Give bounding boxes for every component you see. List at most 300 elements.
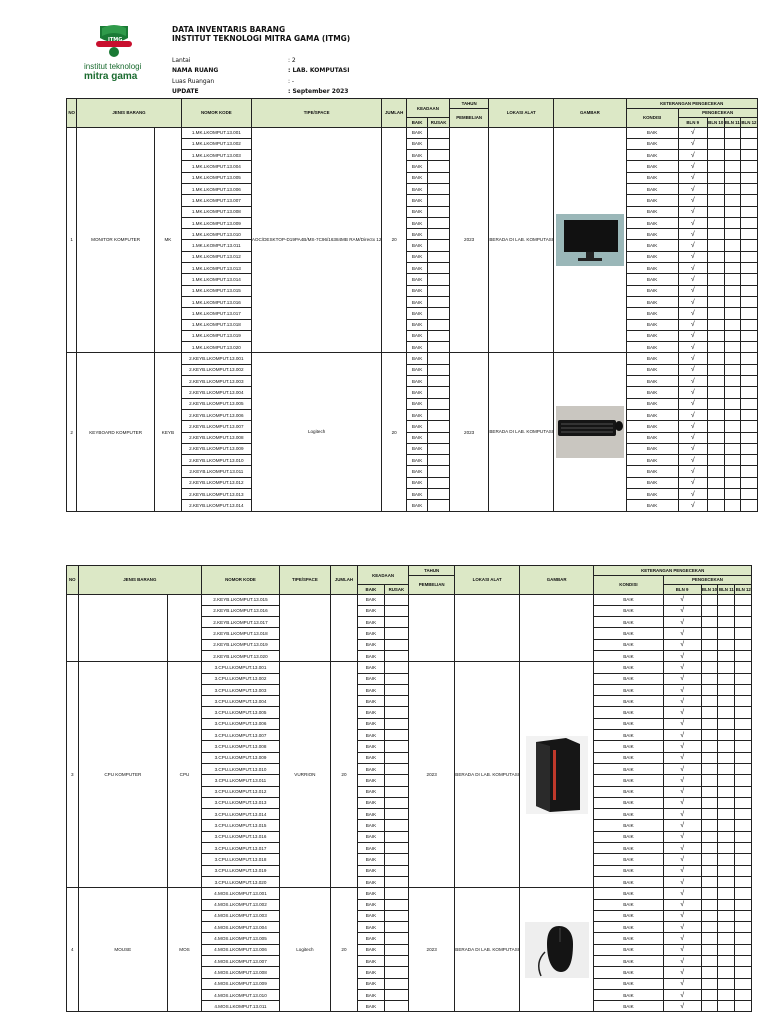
cell-kondisi: BAIK (626, 364, 678, 375)
cell-bln10 (707, 229, 724, 240)
cell-kode: 2.KEYB.LKOMPUT.13.004 (181, 387, 251, 398)
cell-bln12 (735, 922, 752, 933)
cell-baik: BAIK (406, 183, 427, 194)
cell-bln10 (701, 775, 718, 786)
cell-kondisi: BAIK (626, 432, 678, 443)
cell-bln10 (701, 831, 718, 842)
cell-bln11 (724, 183, 741, 194)
cell-kode: 1.MK.LKOMPUT.13.014 (181, 274, 251, 285)
check-mark: √ (663, 628, 701, 639)
cell-kondisi: BAIK (594, 741, 664, 752)
check-mark: √ (663, 707, 701, 718)
check-mark: √ (678, 432, 707, 443)
cell-jenis: CPU KOMPUTER (78, 662, 167, 888)
cell-gambar (554, 127, 627, 353)
cell-kondisi: BAIK (626, 376, 678, 387)
cell-bln10 (707, 342, 724, 353)
cell-baik: BAIK (406, 489, 427, 500)
check-mark: √ (663, 786, 701, 797)
cell-bln11 (724, 296, 741, 307)
cell-rusak (428, 443, 450, 454)
cell-kondisi: BAIK (626, 409, 678, 420)
table-row (67, 594, 768, 605)
cell-kode: 2.KEYB.LKOMPUT.13.017 (202, 617, 280, 628)
cell-kondisi: BAIK (594, 809, 664, 820)
logo-badge: ITMG (108, 37, 123, 43)
col-kondisi: KONDISI (626, 108, 678, 127)
check-mark: √ (678, 172, 707, 183)
check-mark: √ (663, 684, 701, 695)
cell-jumlah (330, 594, 357, 662)
cell-bln11 (718, 797, 735, 808)
cell-baik: BAIK (406, 161, 427, 172)
cell-rusak (384, 741, 408, 752)
check-mark: √ (678, 217, 707, 228)
cell-rusak (384, 684, 408, 695)
cell-bln10 (701, 639, 718, 650)
cell-baik: BAIK (358, 797, 385, 808)
cell-bln11 (718, 944, 735, 955)
cell-rusak (384, 628, 408, 639)
cell-rusak (428, 319, 450, 330)
cell-kode: 4.MOS.LKOMPUT.13.002 (202, 899, 280, 910)
check-mark: √ (678, 251, 707, 262)
cell-kondisi: BAIK (594, 605, 664, 616)
cell-bln12 (735, 910, 752, 921)
cell-bln12 (741, 183, 758, 194)
cell-baik: BAIK (358, 967, 385, 978)
cell-kondisi: BAIK (626, 285, 678, 296)
cell-bln11 (718, 673, 735, 684)
cell-rusak (428, 285, 450, 296)
cell-bln12 (735, 820, 752, 831)
cell-kondisi: BAIK (594, 617, 664, 628)
cell-rusak (428, 489, 450, 500)
cell-kondisi: BAIK (594, 944, 664, 955)
check-mark: √ (663, 775, 701, 786)
cell-bln11 (724, 342, 741, 353)
cell-tahun: 2023 (409, 662, 455, 888)
col-pengecekan: PENGECEKAN (678, 108, 757, 118)
cell-kondisi: BAIK (626, 455, 678, 466)
cell-bln12 (741, 285, 758, 296)
cell-kode: 2.KEYB.LKOMPUT.13.006 (181, 409, 251, 420)
col-rusak: RUSAK (428, 118, 450, 128)
cell-baik: BAIK (406, 229, 427, 240)
cell-kode: 3.CPU.LKOMPUT.13.006 (202, 718, 280, 729)
cell-bln12 (735, 854, 752, 865)
cell-kode: 2.KEYB.LKOMPUT.13.009 (181, 443, 251, 454)
cell-rusak (428, 342, 450, 353)
table-row (67, 127, 768, 138)
cell-bln10 (701, 888, 718, 899)
check-mark: √ (663, 876, 701, 887)
cell-rusak (428, 353, 450, 364)
cell-bln12 (741, 409, 758, 420)
cell-rusak (428, 240, 450, 251)
cell-rusak (428, 251, 450, 262)
check-mark: √ (678, 263, 707, 274)
cell-baik: BAIK (406, 342, 427, 353)
cell-bln10 (701, 786, 718, 797)
cell-kode: 4.MOS.LKOMPUT.13.001 (202, 888, 280, 899)
cell-rusak (428, 183, 450, 194)
cell-kode: 3.CPU.LKOMPUT.13.011 (202, 775, 280, 786)
col-jenis: JENIS BARANG (78, 566, 201, 595)
col-baik: BAIK (406, 118, 427, 128)
cell-bln11 (724, 319, 741, 330)
check-mark: √ (663, 899, 701, 910)
check-mark: √ (678, 308, 707, 319)
cell-kondisi: BAIK (594, 662, 664, 673)
cell-short: MOS (168, 888, 202, 1012)
cell-rusak (384, 854, 408, 865)
cell-bln10 (707, 489, 724, 500)
cell-tahun: 2023 (409, 888, 455, 1012)
cell-bln11 (724, 376, 741, 387)
cell-baik: BAIK (406, 138, 427, 149)
cell-bln11 (718, 752, 735, 763)
cell-bln10 (701, 684, 718, 695)
cell-bln12 (735, 628, 752, 639)
cell-bln11 (724, 409, 741, 420)
cell-bln11 (724, 387, 741, 398)
cell-bln11 (724, 274, 741, 285)
cell-baik: BAIK (358, 718, 385, 729)
cell-kondisi: BAIK (594, 639, 664, 650)
cell-kondisi: BAIK (626, 421, 678, 432)
cell-jenis: MOUSE (78, 888, 167, 1012)
page-header (0, 0, 768, 100)
cell-bln12 (741, 296, 758, 307)
cell-bln11 (724, 172, 741, 183)
cell-bln11 (724, 500, 741, 511)
cell-bln11 (724, 466, 741, 477)
cell-baik: BAIK (358, 809, 385, 820)
cell-bln12 (735, 978, 752, 989)
cell-baik: BAIK (406, 353, 427, 364)
cell-rusak (428, 466, 450, 477)
cell-rusak (384, 967, 408, 978)
cell-baik: BAIK (406, 240, 427, 251)
cell-kondisi: BAIK (594, 956, 664, 967)
cell-bln12 (741, 330, 758, 341)
cell-kode: 4.MOS.LKOMPUT.13.007 (202, 956, 280, 967)
cell-kondisi: BAIK (626, 195, 678, 206)
check-mark: √ (678, 455, 707, 466)
cell-baik: BAIK (406, 432, 427, 443)
cell-baik: BAIK (406, 274, 427, 285)
cell-kondisi: BAIK (594, 673, 664, 684)
col-tahun: TAHUN (409, 566, 455, 576)
cell-baik: BAIK (358, 899, 385, 910)
cell-rusak (428, 274, 450, 285)
cell-bln10 (707, 364, 724, 375)
cell-rusak (384, 594, 408, 605)
cell-bln12 (735, 831, 752, 842)
check-mark: √ (678, 376, 707, 387)
cell-bln10 (701, 978, 718, 989)
cell-kondisi: BAIK (626, 330, 678, 341)
cell-bln10 (701, 707, 718, 718)
cell-kode: 4.MOS.LKOMPUT.13.005 (202, 933, 280, 944)
cell-baik: BAIK (358, 673, 385, 684)
cell-bln11 (724, 161, 741, 172)
cell-baik: BAIK (358, 854, 385, 865)
cell-bln11 (718, 843, 735, 854)
check-mark: √ (678, 138, 707, 149)
cell-bln10 (701, 876, 718, 887)
cell-baik: BAIK (358, 865, 385, 876)
check-mark: √ (663, 594, 701, 605)
cell-baik: BAIK (358, 843, 385, 854)
cell-kode: 3.CPU.LKOMPUT.13.009 (202, 752, 280, 763)
check-mark: √ (663, 662, 701, 673)
cell-kondisi: BAIK (594, 933, 664, 944)
cell-bln10 (701, 809, 718, 820)
cell-kondisi: BAIK (626, 161, 678, 172)
cell-kondisi: BAIK (594, 967, 664, 978)
cell-rusak (384, 1001, 408, 1012)
mouse-image (525, 922, 589, 978)
cell-bln12 (735, 933, 752, 944)
cell-baik: BAIK (358, 730, 385, 741)
cell-bln10 (701, 605, 718, 616)
cell-bln11 (724, 353, 741, 364)
cell-bln10 (701, 718, 718, 729)
check-mark: √ (678, 342, 707, 353)
cell-bln10 (701, 696, 718, 707)
cell-kode: 2.KEYB.LKOMPUT.13.007 (181, 421, 251, 432)
cell-baik: BAIK (358, 707, 385, 718)
cell-bln11 (718, 628, 735, 639)
cell-bln10 (707, 398, 724, 409)
doc-subtitle: INSTITUT TEKNOLOGI MITRA GAMA (ITMG) (172, 34, 351, 43)
cell-kode: 1.MK.LKOMPUT.13.019 (181, 330, 251, 341)
cell-bln12 (741, 229, 758, 240)
cell-kondisi: BAIK (626, 263, 678, 274)
cell-rusak (384, 730, 408, 741)
cell-kondisi: BAIK (594, 910, 664, 921)
cell-lokasi (455, 594, 520, 662)
cell-rusak (428, 409, 450, 420)
cell-rusak (384, 899, 408, 910)
cell-bln12 (741, 443, 758, 454)
cell-rusak (428, 217, 450, 228)
cell-bln10 (707, 127, 724, 138)
cell-bln12 (735, 865, 752, 876)
cell-bln10 (707, 183, 724, 194)
cell-kode: 2.KEYB.LKOMPUT.13.003 (181, 376, 251, 387)
cell-kode: 1.MK.LKOMPUT.13.020 (181, 342, 251, 353)
cell-bln12 (735, 707, 752, 718)
cell-kode: 1.MK.LKOMPUT.13.012 (181, 251, 251, 262)
cell-bln11 (718, 956, 735, 967)
cell-kode: 4.MOS.LKOMPUT.13.004 (202, 922, 280, 933)
cell-short (168, 594, 202, 662)
cell-bln12 (735, 809, 752, 820)
cell-baik: BAIK (358, 944, 385, 955)
check-mark: √ (678, 387, 707, 398)
cell-kondisi: BAIK (594, 684, 664, 695)
cell-kondisi: BAIK (626, 172, 678, 183)
cell-kode: 3.CPU.LKOMPUT.13.015 (202, 820, 280, 831)
cell-bln11 (724, 364, 741, 375)
cell-bln12 (741, 477, 758, 488)
cell-kode: 2.KEYB.LKOMPUT.13.014 (181, 500, 251, 511)
cell-rusak (428, 138, 450, 149)
cell-rusak (428, 195, 450, 206)
cell-rusak (384, 865, 408, 876)
logo-text-bottom: mitra gama (84, 71, 138, 82)
cell-short: MK (155, 127, 182, 353)
cell-kode: 1.MK.LKOMPUT.13.010 (181, 229, 251, 240)
cell-rusak (428, 376, 450, 387)
cell-bln10 (701, 650, 718, 661)
cell-bln10 (701, 989, 718, 1000)
cell-bln12 (741, 206, 758, 217)
cell-bln11 (718, 865, 735, 876)
cell-bln11 (718, 989, 735, 1000)
check-mark: √ (663, 922, 701, 933)
cell-baik: BAIK (358, 741, 385, 752)
meta-luas: Luas Ruangan : - (172, 78, 295, 85)
cell-bln12 (741, 500, 758, 511)
cell-bln11 (718, 741, 735, 752)
cell-rusak (428, 398, 450, 409)
cell-bln11 (724, 455, 741, 466)
cell-bln11 (724, 229, 741, 240)
cell-baik: BAIK (406, 387, 427, 398)
cell-kondisi: BAIK (626, 217, 678, 228)
cell-bln10 (701, 763, 718, 774)
cell-rusak (428, 421, 450, 432)
cell-rusak (428, 161, 450, 172)
check-mark: √ (663, 843, 701, 854)
cell-bln10 (701, 910, 718, 921)
cell-no: 1 (67, 127, 77, 353)
cell-bln11 (718, 899, 735, 910)
cell-lokasi: BERADA DI LAB. KOMPUTASI (455, 662, 520, 888)
cell-bln10 (707, 477, 724, 488)
cell-baik: BAIK (358, 888, 385, 899)
cell-bln12 (741, 195, 758, 206)
cell-baik: BAIK (358, 989, 385, 1000)
cell-kondisi: BAIK (626, 443, 678, 454)
doc-title: DATA INVENTARIS BARANG (172, 25, 286, 34)
cell-bln10 (707, 319, 724, 330)
cell-kode: 1.MK.LKOMPUT.13.002 (181, 138, 251, 149)
cell-bln11 (718, 786, 735, 797)
check-mark: √ (678, 195, 707, 206)
cell-bln11 (718, 820, 735, 831)
cell-rusak (384, 707, 408, 718)
cell-bln12 (735, 797, 752, 808)
cell-bln10 (707, 240, 724, 251)
cell-kode: 1.MK.LKOMPUT.13.013 (181, 263, 251, 274)
check-mark: √ (678, 353, 707, 364)
cell-bln11 (718, 594, 735, 605)
check-mark: √ (663, 752, 701, 763)
cell-kondisi: BAIK (594, 831, 664, 842)
check-mark: √ (663, 797, 701, 808)
col-keterangan: KETERANGAN PENGECEKAN (594, 566, 752, 576)
check-mark: √ (663, 888, 701, 899)
cell-gambar (554, 353, 627, 511)
cell-kondisi: BAIK (626, 127, 678, 138)
cell-kondisi: BAIK (594, 888, 664, 899)
cell-bln12 (741, 274, 758, 285)
cell-kode: 1.MK.LKOMPUT.13.007 (181, 195, 251, 206)
cell-bln11 (718, 696, 735, 707)
cell-bln12 (741, 150, 758, 161)
cell-tipe: Logitech (279, 888, 330, 1012)
col-pengecekan: PENGECEKAN (663, 575, 752, 585)
cell-bln12 (735, 605, 752, 616)
check-mark: √ (678, 477, 707, 488)
cell-jumlah: 20 (330, 888, 357, 1012)
col-jumlah: JUMLAH (382, 99, 406, 128)
cell-bln12 (735, 684, 752, 695)
cell-rusak (428, 308, 450, 319)
cell-rusak (384, 956, 408, 967)
col-bln: BLN 10 (707, 118, 724, 128)
col-kode: NOMOR KODE (181, 99, 251, 128)
cell-rusak (384, 696, 408, 707)
cell-bln12 (741, 455, 758, 466)
cell-bln12 (741, 308, 758, 319)
check-mark: √ (663, 696, 701, 707)
cell-baik: BAIK (406, 421, 427, 432)
cell-bln11 (718, 707, 735, 718)
cell-bln12 (735, 594, 752, 605)
cell-bln10 (707, 172, 724, 183)
cell-tahun: 2023 (449, 127, 488, 353)
cell-rusak (384, 673, 408, 684)
cell-bln12 (735, 650, 752, 661)
check-mark: √ (678, 183, 707, 194)
cell-baik: BAIK (358, 1001, 385, 1012)
cell-bln11 (724, 308, 741, 319)
cell-jenis: KEYBOARD KOMPUTER (77, 353, 155, 511)
col-jumlah: JUMLAH (330, 566, 357, 595)
cell-bln12 (741, 432, 758, 443)
cell-bln12 (735, 617, 752, 628)
cell-bln11 (718, 662, 735, 673)
cell-bln12 (741, 421, 758, 432)
check-mark: √ (663, 730, 701, 741)
check-mark: √ (663, 1001, 701, 1012)
cell-bln10 (707, 432, 724, 443)
cell-bln11 (718, 617, 735, 628)
check-mark: √ (663, 617, 701, 628)
cell-kode: 3.CPU.LKOMPUT.13.016 (202, 831, 280, 842)
cell-kondisi: BAIK (594, 752, 664, 763)
cell-kode: 1.MK.LKOMPUT.13.001 (181, 127, 251, 138)
cell-rusak (384, 763, 408, 774)
cell-rusak (384, 910, 408, 921)
cell-kode: 3.CPU.LKOMPUT.13.010 (202, 763, 280, 774)
cell-baik: BAIK (358, 910, 385, 921)
cell-bln11 (718, 910, 735, 921)
cell-bln10 (707, 376, 724, 387)
cell-rusak (428, 263, 450, 274)
check-mark: √ (678, 127, 707, 138)
check-mark: √ (678, 409, 707, 420)
cell-bln10 (707, 500, 724, 511)
check-mark: √ (663, 741, 701, 752)
cell-baik: BAIK (406, 466, 427, 477)
